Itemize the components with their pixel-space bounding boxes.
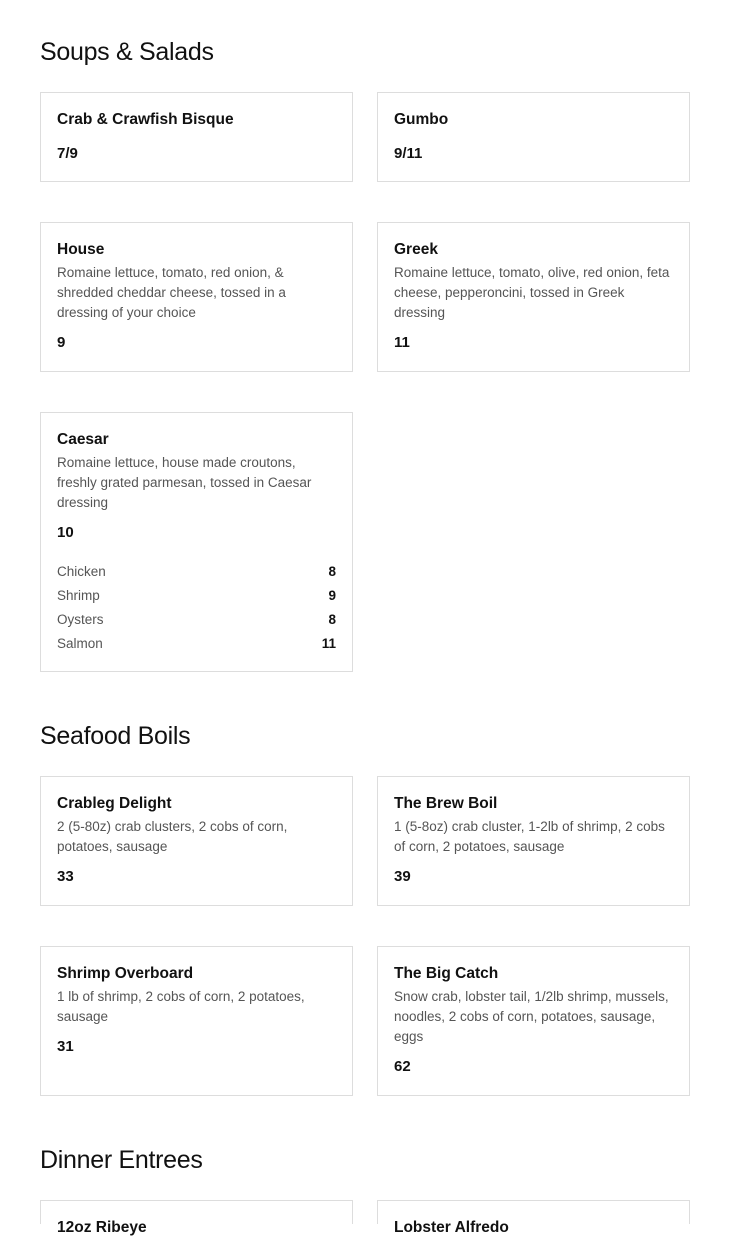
addon-row-salmon (57, 631, 336, 655)
menu-item-description: 1 lb of shrimp, 2 cobs of corn, 2 potatoes, sausage (57, 989, 305, 1024)
section-title-soups-salads: Soups & Salads (40, 38, 214, 66)
menu-item-name: Crableg Delight (57, 795, 172, 812)
menu-item-gumbo (377, 92, 690, 182)
menu-item-ribeye (40, 1200, 353, 1236)
menu-item-price: 31 (57, 1038, 74, 1055)
menu-item-shrimp-overboard (40, 946, 353, 1096)
addon-row-shrimp (57, 583, 336, 607)
addon-list (57, 559, 336, 655)
menu-item-name: House (57, 241, 105, 258)
menu-item-price: 62 (394, 1058, 411, 1075)
menu-item-description: 2 (5-80z) crab clusters, 2 cobs of corn, potatoes, sausage (57, 819, 288, 854)
menu-item-house-salad (40, 222, 353, 372)
menu-item-big-catch (377, 946, 690, 1096)
addon-name: Salmon (57, 635, 103, 651)
menu-item-price: 11 (394, 334, 410, 351)
addon-name: Chicken (57, 563, 106, 579)
menu-item-price: 7/9 (57, 145, 78, 162)
menu-item-name: Crab & Crawfish Bisque (57, 111, 234, 128)
menu-item-description: Romaine lettuce, tomato, olive, red onion, feta cheese, pepperoncini, tossed in Greek dressing (394, 265, 670, 320)
menu-item-crab-crawfish-bisque (40, 92, 353, 182)
addon-name: Shrimp (57, 587, 100, 603)
addon-name: Oysters (57, 611, 104, 627)
menu-item-price: 39 (394, 868, 411, 885)
addon-price: 8 (328, 563, 336, 579)
menu-item-price: 9/11 (394, 145, 423, 162)
menu-item-description: Romaine lettuce, house made croutons, freshly grated parmesan, tossed in Caesar dressing (57, 455, 312, 510)
menu-item-name: Shrimp Overboard (57, 965, 194, 982)
section-title-seafood-boils: Seafood Boils (40, 722, 191, 750)
menu-item-caesar-salad (40, 412, 353, 672)
menu-item-name: 12oz Ribeye (57, 1219, 147, 1236)
menu-item-name: The Big Catch (394, 965, 499, 982)
menu-item-name: Gumbo (394, 111, 449, 128)
addon-price: 11 (321, 635, 336, 651)
menu-item-name: Caesar (57, 431, 109, 448)
menu-item-price: 33 (57, 868, 74, 885)
addon-row-chicken (57, 559, 336, 583)
menu-item-name: Greek (394, 241, 438, 258)
menu-item-name: The Brew Boil (394, 795, 498, 812)
addon-price: 8 (328, 611, 336, 627)
menu-item-name: Lobster Alfredo (394, 1219, 509, 1236)
addon-price: 9 (328, 587, 336, 603)
menu-item-description: 1 (5-8oz) crab cluster, 1-2lb of shrimp, 2 cobs of corn, 2 potatoes, sausage (394, 819, 665, 854)
menu-item-price: 10 (57, 524, 74, 541)
menu-item-lobster-alfredo (377, 1200, 690, 1236)
addon-row-oysters (57, 607, 336, 631)
menu-item-price: 9 (57, 334, 66, 351)
menu-item-brew-boil (377, 776, 690, 906)
menu-item-description: Snow crab, lobster tail, 1/2lb shrimp, mussels, noodles, 2 cobs of corn, potatoes, sausage, eggs (394, 989, 669, 1044)
section-title-dinner-entrees: Dinner Entrees (40, 1146, 203, 1174)
menu-item-crableg-delight (40, 776, 353, 906)
menu-item-greek-salad (377, 222, 690, 372)
menu-item-description: Romaine lettuce, tomato, red onion, & shredded cheddar cheese, tossed in a dressing of your choice (57, 265, 286, 320)
